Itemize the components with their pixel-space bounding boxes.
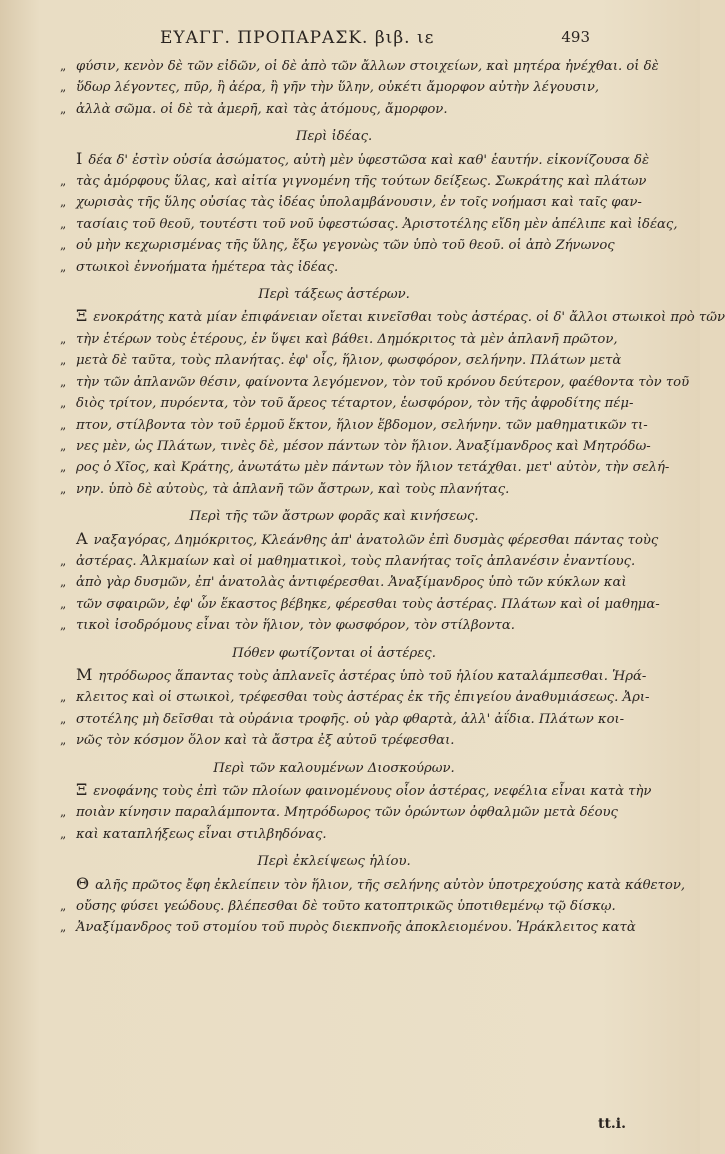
running-head: ΕΥΑΓΓ. ΠΡΟΠΑΡΑΣΚ. βιβ. ιε	[160, 28, 435, 48]
text-line: „ νῶς τὸν κόσμον ὅλον καὶ τὰ ἄστρα ἐξ αὐτοῦ τρέφεσθαι.	[64, 730, 604, 751]
line-text: ενοφάνης τοὺς ἐπὶ τῶν πλοίων φαινομένους οἷον ἀστέρας, νεφέλια εἶναι κατὰ τὴν	[93, 784, 652, 799]
section-heading: Περὶ ἰδέας.	[295, 129, 373, 145]
section-heading: Περὶ ἐκλείψεως ἡλίου.	[257, 854, 411, 870]
text-line: „ ἀλλὰ σῶμα. οἱ δὲ τὰ ἀμερῆ, καὶ τὰς ἀτόμους, ἄμορφον.	[64, 99, 604, 120]
text-line: „ τασίαις τοῦ θεοῦ, τουτέστι τοῦ νοῦ ὑφεστώσας. Ἀριστοτέλης εἴδη μὲν ἀπέλιπε καὶ ἰδέας,	[64, 214, 604, 235]
text-line	[64, 305, 725, 328]
text-line: „ νες μὲν, ὡς Πλάτων, τινὲς δὲ, μέσον πάντων τὸν ἥλιον. Ἀναξίμανδρος καὶ Μητρόδω-	[64, 436, 604, 457]
text-line: „ τὴν ἑτέρων τοὺς ἑτέρους, ἐν ὕψει καὶ βάθει. Δημόκριτος τὰ μὲν ἀπλανῆ πρῶτον,	[64, 329, 604, 350]
initial-letter: Α	[76, 528, 88, 548]
text-line: „ καὶ καταπλήξεως εἶναι στιλβηδόνας.	[64, 824, 604, 845]
page-header	[150, 28, 590, 52]
text-line: „ τῶν σφαιρῶν, ἐφ' ὧν ἕκαστος βέβηκε, φέρεσθαι τοὺς ἀστέρας. Πλάτων καὶ οἱ μαθημα-	[64, 594, 604, 615]
text-line: „ κλειτος καὶ οἱ στωικοὶ, τρέφεσθαι τοὺς ἀστέρας ἐκ τῆς ἐπιγείου ἀναθυμιάσεως. Ἀρι-	[64, 687, 604, 708]
initial-letter: Ξ	[76, 306, 88, 326]
text-line: „ μετὰ δὲ ταῦτα, τοὺς πλανήτας. ἐφ' οἷς, ἥλιον, φωσφόρον, σελήνην. Πλάτων μετὰ	[64, 350, 604, 371]
text-line: „ ποιὰν κίνησιν παραλάμποντα. Μητρόδωρος τῶν ὁρώντων ὀφθαλμῶν μετὰ δέους	[64, 802, 604, 823]
text-line: „ οὔσης φύσει γεώδους. βλέπεσθαι δὲ τοῦτο κατοπτρικῶς ὑποτιθεμένῳ τῷ δίσκῳ.	[64, 896, 604, 917]
text-line: „ τὴν τῶν ἀπλανῶν θέσιν, φαίνοντα λεγόμενον, τὸν τοῦ κρόνου δεύτερον, φαέθοντα τὸν τοῦ	[64, 372, 604, 393]
initial-letter: Θ	[76, 873, 90, 893]
section-heading: Περὶ τῆς τῶν ἄστρων φορᾶς καὶ κινήσεως.	[189, 509, 479, 525]
text-line: „ χωρισὰς τῆς ὕλης οὐσίας τὰς ἰδέας ὑπολαμβάνουσιν, ἐν τοῖς νοήμασι καὶ ταῖς φαν-	[64, 192, 604, 213]
section-heading: Περὶ τάξεως ἀστέρων.	[258, 287, 410, 303]
line-text: αλῆς πρῶτος ἔφη ἐκλείπειν τὸν ἥλιον, τῆς σελήνης αὐτὸν ὑποτρεχούσης κατὰ κάθετον,	[95, 877, 686, 893]
section-heading: Πόθεν φωτίζονται οἱ ἀστέρες.	[232, 645, 436, 661]
initial-letter: Μ	[76, 664, 93, 684]
page-number: 493	[561, 28, 590, 46]
text-line: „ ὕδωρ λέγοντες, πῦρ, ἢ ἀέρα, ἢ γῆν τὴν ὕλην, οὐκέτι ἄμορφον αὐτὴν λέγουσιν,	[64, 77, 604, 98]
initial-letter: Ξ	[76, 780, 88, 799]
line-text: ητρόδωρος ἅπαντας τοὺς ἀπλανεῖς ἀστέρας ὑπὸ τοῦ ἡλίου καταλάμπεσθαι. Ἡρά-	[98, 668, 647, 684]
section-heading: Περὶ τῶν καλουμένων Διοσκούρων.	[213, 760, 455, 776]
text-line: „ νην. ὑπὸ δὲ αὐτοὺς, τὰ ἀπλανῆ τῶν ἄστρων, καὶ τοὺς πλανήτας.	[64, 479, 604, 500]
text-line	[64, 873, 686, 896]
text-line	[64, 148, 650, 171]
line-text: ναξαγόρας, Δημόκριτος, Κλεάνθης ἀπ' ἀνατολῶν ἐπὶ δυσμὰς φέρεσθαι πάντας τοὺς	[93, 532, 659, 548]
line-text: ενοκράτης κατὰ μίαν ἐπιφάνειαν οἴεται κινεῖσθαι τοὺς ἀστέρας. οἱ δ' ἄλλοι στωικοὶ πρὸ τῶν	[93, 310, 725, 326]
signature-mark: tt.i.	[598, 1116, 626, 1132]
text-line: „ τικοὶ ἰσοδρόμους εἶναι τὸν ἥλιον, τὸν φωσφόρον, τὸν στίλβοντα.	[64, 615, 604, 636]
text-line: „ ρος ὁ Χῖος, καὶ Κράτης, ἀνωτάτω μὲν πάντων τὸν ἥλιον τετάχθαι. μετ' αὐτὸν, τὴν σελή-	[64, 457, 604, 478]
text-line: „ Ἀναξίμανδρος τοῦ στομίου τοῦ πυρὸς διεκπνοῆς ἀποκλειομένου. Ἡράκλειτος κατὰ	[64, 917, 604, 938]
text-line: „ ἀπὸ γὰρ δυσμῶν, ἐπ' ἀνατολὰς ἀντιφέρεσθαι. Ἀναξίμανδρος ὑπὸ τῶν κύκλων καὶ	[64, 572, 604, 593]
text-line: „ ἀστέρας. Ἀλκμαίων καὶ οἱ μαθηματικοὶ, τοὺς πλανήτας τοῖς ἀπλανέσιν ἐναντίους.	[64, 551, 604, 572]
text-line	[64, 664, 647, 687]
initial-letter: Ι	[76, 148, 83, 168]
text-line: „ φύσιν, κενὸν δὲ τῶν εἰδῶν, οἱ δὲ ἀπὸ τῶν ἄλλων στοιχείων, καὶ μητέρα ἠνέχθαι. οἱ δὲ	[64, 56, 604, 77]
text-line: „ τὰς ἀμόρφους ὕλας, καὶ αἰτία γιγνομένη τῆς τούτων δείξεως. Σωκράτης καὶ πλάτων	[64, 171, 604, 192]
text-body	[64, 56, 725, 939]
line-text: δέα δ' ἐστὶν οὐσία ἀσώματος, αὐτὴ μὲν ὑφεστῶσα καὶ καθ' ἑαυτήν. εἰκονίζουσα δὲ	[88, 152, 650, 168]
text-line: „ διὸς τρίτον, πυρόεντα, τὸν τοῦ ἄρεος τέταρτον, ἑωσφόρον, τὸν τῆς ἀφροδίτης πέμ-	[64, 393, 604, 414]
text-line: „ πτον, στίλβοντα τὸν τοῦ ἑρμοῦ ἕκτον, ἥλιον ἕβδομον, σελήνην. τῶν μαθηματικῶν τι-	[64, 415, 604, 436]
text-line	[64, 779, 652, 802]
text-line: „ στωικοὶ ἐννοήματα ἡμέτερα τὰς ἰδέας.	[64, 257, 604, 278]
text-line: „ οὐ μὴν κεχωρισμένας τῆς ὕλης, ἔξω γεγονὼς τῶν ὑπὸ τοῦ θεοῦ. οἱ ἀπὸ Ζήνωνος	[64, 235, 604, 256]
text-line: „ στοτέλης μὴ δεῖσθαι τὰ οὐράνια τροφῆς. οὐ γὰρ φθαρτὰ, ἀλλ' ἀΐδια. Πλάτων κοι-	[64, 709, 604, 730]
text-line	[64, 528, 659, 551]
